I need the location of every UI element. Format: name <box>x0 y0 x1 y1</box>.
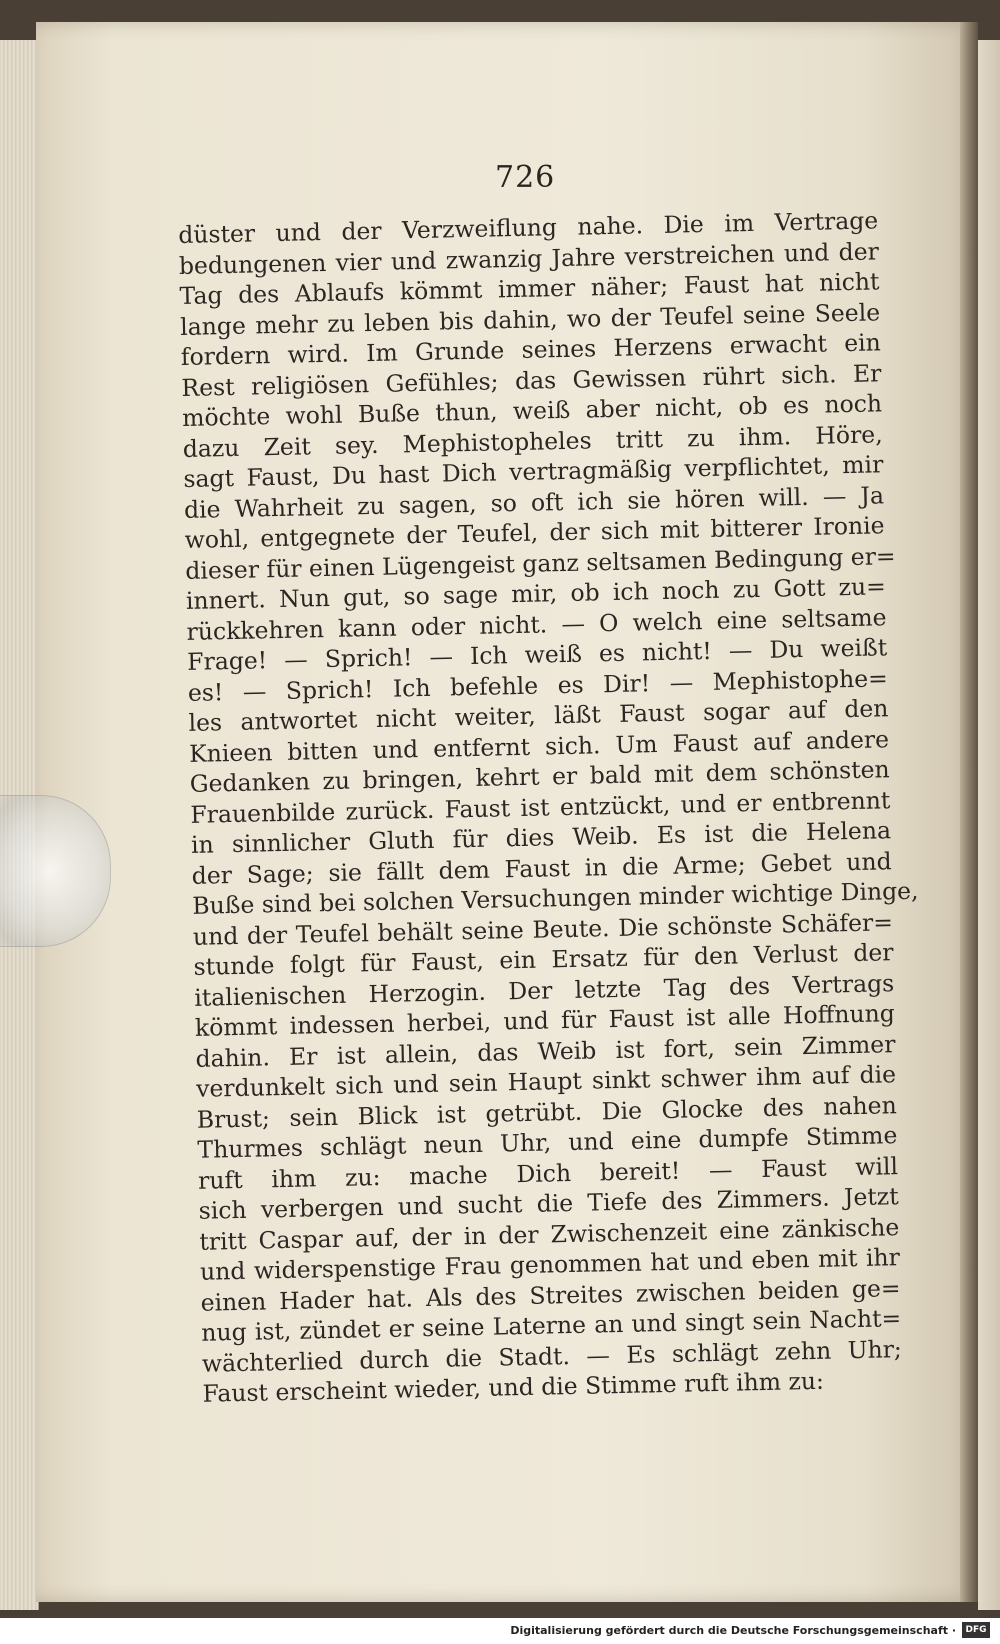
text-line: les antwortet nicht weiter, läßt Faust sogar auf den <box>188 694 889 737</box>
text-line: verdunkelt sich und sein Haupt sinkt schwer ihm auf die <box>195 1060 897 1103</box>
text-line: und widerspenstige Frau genommen hat und eben mit ihr <box>199 1243 901 1286</box>
text-line: kömmt indessen herbei, und für Faust ist alle Hoffnung <box>194 999 896 1042</box>
text-line: fordern wird. Im Grunde seines Herzens erwacht ein <box>180 328 882 371</box>
text-line: einen Hader hat. Als des Streites zwischen beiden ge= <box>200 1273 901 1317</box>
text-line: innert. Nun gut, so sage mir, ob ich noch zu Gott zu= <box>185 572 887 615</box>
text-line: in sinnlicher Gluth für dies Weib. Es ist die Helena <box>190 816 892 859</box>
text-line: Rest religiösen Gefühles; das Gewissen rührt sich. Er <box>181 358 882 402</box>
text-line: tritt Caspar auf, der in der Zwischenzeit eine zänkische <box>199 1212 900 1256</box>
text-line: Gedanken zu bringen, kehrt er bald mit dem schönsten <box>189 755 890 798</box>
dfg-logo: DFG <box>962 1622 990 1638</box>
text-line: dahin. Er ist allein, das Weib ist fort, sein Zimmer <box>195 1029 896 1073</box>
text-line: Thurmes schlägt neun Uhr, und eine dumpfe Stimme <box>197 1121 898 1164</box>
text-line: stunde folgt für Faust, ein Ersatz für den Verlust der <box>193 938 894 981</box>
text-line: und der Teufel behält seine Beute. Die schönste Schäfer= <box>192 907 894 951</box>
text-line: nug ist, zündet er seine Laterne an und singt sein Nacht= <box>201 1304 902 1347</box>
text-line: sich verbergen und sucht die Tiefe des Zimmers. Jetzt <box>198 1182 899 1225</box>
text-line: Brust; sein Blick ist getrübt. Die Glocke des nahen <box>196 1090 897 1134</box>
text-line: der Sage; sie fällt dem Faust in die Arme; Gebet und <box>191 846 892 890</box>
facing-page-edge <box>978 40 1000 1610</box>
text-line: italienischen Herzogin. Der letzte Tag des Vertrags <box>193 968 895 1012</box>
text-line: sagt Faust, Du hast Dich vertragmäßig verpflichtet, mir <box>183 450 884 493</box>
text-line: die Wahrheit zu sagen, so oft ich sie hören will. — Ja <box>183 480 885 524</box>
text-line: Faust erscheint wieder, und die Stimme ruft ihm zu: <box>202 1366 825 1408</box>
text-line: Buße sind bei solchen Versuchungen minder wichtige Dinge, <box>192 876 919 920</box>
body-text <box>178 205 919 1409</box>
page-number: 726 <box>495 160 556 195</box>
text-line: wächterlied durch die Stadt. — Es schlägt zehn Uhr; <box>201 1334 903 1378</box>
text-line: bedungenen vier und zwanzig Jahre verstreichen und der <box>178 236 880 280</box>
text-line: ruft ihm zu: mache Dich bereit! — Faust will <box>197 1151 899 1195</box>
text-line: rückkehren kann oder nicht. — O welch eine seltsame <box>186 602 887 646</box>
text-line: dazu Zeit sey. Mephistopheles tritt zu ihm. Höre, <box>182 419 883 463</box>
footer-bar <box>0 1618 1000 1644</box>
text-line: lange mehr zu leben bis dahin, wo der Teufel seine Seele <box>179 297 881 341</box>
text-line: wohl, entgegnete der Teufel, der sich mit bitterer Ironie <box>184 511 885 554</box>
text-line: möchte wohl Buße thun, weiß aber nicht, ob es noch <box>181 389 883 432</box>
text-line: Frage! — Sprich! — Ich weiß es nicht! — Du weißt <box>186 633 888 676</box>
text-line: Knieen bitten und entfernt sich. Um Faust auf andere <box>188 724 890 768</box>
text-line: dieser für einen Lügengeist ganz seltsamen Bedingung er= <box>185 541 896 585</box>
text-line: es! — Sprich! Ich befehle es Dir! — Mephistophe= <box>187 663 889 707</box>
text-line: Tag des Ablaufs kömmt immer näher; Faust hat nicht <box>179 267 880 310</box>
book-gutter <box>960 22 978 1602</box>
funding-credit: Digitalisierung gefördert durch die Deutsche Forschungsgemeinschaft · <box>510 1624 956 1637</box>
text-line: düster und der Verzweiflung nahe. Die im Vertrage <box>178 206 879 249</box>
text-line: Frauenbilde zurück. Faust ist entzückt, und er entbrennt <box>190 785 891 829</box>
